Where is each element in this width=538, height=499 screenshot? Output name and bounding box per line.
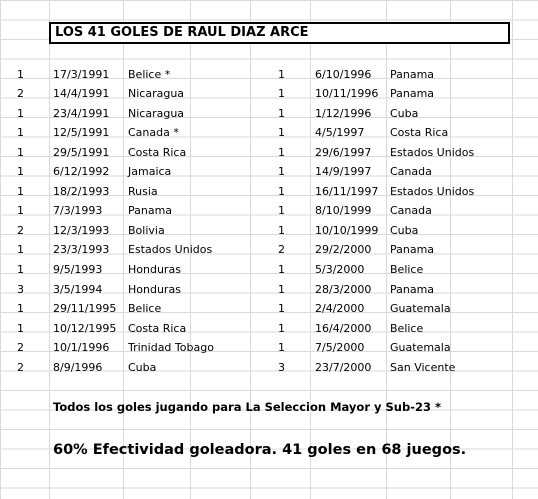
right-rival-cell[interactable]: Panama [390,67,435,81]
left-goals-cell[interactable]: 1 [17,263,24,276]
left-rival-cell[interactable]: Nicaragua [128,106,185,120]
left-goals-cell[interactable]: 1 [17,145,24,159]
left-goals-cell[interactable]: 2 [17,87,24,101]
left-date-cell[interactable]: 9/5/1993 [53,263,103,276]
right-rival-cell[interactable]: Estados Unidos [390,145,475,159]
right-goals-cell[interactable]: 1 [278,87,285,101]
left-goals-cell[interactable]: 3 [17,282,24,296]
footnote: Todos los goles jugando para La Seleccion Mayor y Sub-23 * [53,400,441,414]
left-goals-cell[interactable]: 1 [17,204,24,218]
left-rival-cell[interactable]: Rusia [128,184,158,198]
left-goals-cell[interactable]: 1 [17,243,24,257]
right-goals-cell[interactable]: 1 [278,321,285,335]
left-goals-cell[interactable]: 1 [17,126,24,140]
left-date-cell[interactable]: 10/12/1995 [53,321,117,335]
right-goals-cell[interactable]: 1 [278,184,285,198]
column-divider [250,0,251,499]
right-goals-cell[interactable]: 1 [278,263,285,276]
left-date-cell[interactable]: 14/4/1991 [53,87,110,101]
left-rival-cell[interactable]: Panama [128,204,173,218]
right-rival-cell[interactable]: Estados Unidos [390,184,475,198]
left-rival-cell[interactable]: Honduras [128,263,181,276]
right-rival-cell[interactable]: Costa Rica [390,126,449,140]
right-date-cell[interactable]: 2/4/2000 [315,302,365,316]
left-goals-cell[interactable]: 1 [17,106,24,120]
column-divider [123,0,124,499]
left-rival-cell[interactable]: Nicaragua [128,87,185,101]
left-rival-cell[interactable]: Belice [128,302,162,316]
column-divider [49,0,50,499]
right-rival-cell[interactable]: Cuba [390,223,419,237]
right-goals-cell[interactable]: 1 [278,67,285,81]
right-goals-cell[interactable]: 1 [278,282,285,296]
right-goals-cell[interactable]: 1 [278,204,285,218]
left-rival-cell[interactable]: Bolivia [128,223,165,237]
right-date-cell[interactable]: 14/9/1997 [315,165,372,179]
right-date-cell[interactable]: 10/10/1999 [315,223,379,237]
left-date-cell[interactable]: 23/4/1991 [53,106,110,120]
title-cell[interactable] [49,22,510,44]
left-date-cell[interactable]: 18/2/1993 [53,184,110,198]
right-goals-cell[interactable]: 1 [278,302,285,316]
left-date-cell[interactable]: 12/3/1993 [53,223,110,237]
right-goals-cell[interactable]: 2 [278,243,285,257]
left-rival-cell[interactable]: Jamaica [128,165,172,179]
right-date-cell[interactable]: 8/10/1999 [315,204,372,218]
sheet-title: LOS 41 GOLES DE RAUL DIAZ ARCE [55,25,309,40]
left-rival-cell[interactable]: Canada * [128,126,179,140]
left-date-cell[interactable]: 17/3/1991 [53,67,110,81]
column-divider [386,0,387,499]
left-goals-cell[interactable]: 1 [17,67,24,81]
right-goals-cell[interactable]: 1 [278,223,285,237]
right-goals-cell[interactable]: 1 [278,106,285,120]
left-date-cell[interactable]: 10/1/1996 [53,341,110,355]
column-divider [512,0,513,499]
right-rival-cell[interactable]: Canada [390,204,432,218]
left-rival-cell[interactable]: Costa Rica [128,321,187,335]
right-date-cell[interactable]: 16/4/2000 [315,321,372,335]
right-rival-cell[interactable]: Panama [390,282,435,296]
right-date-cell[interactable]: 4/5/1997 [315,126,365,140]
right-date-cell[interactable]: 5/3/2000 [315,263,365,276]
right-date-cell[interactable]: 7/5/2000 [315,341,365,355]
right-date-cell[interactable]: 29/2/2000 [315,243,372,257]
right-goals-cell[interactable]: 1 [278,165,285,179]
left-rival-cell[interactable]: Cuba [128,360,157,374]
left-date-cell[interactable]: 29/11/1995 [53,302,117,316]
right-goals-cell[interactable]: 1 [278,145,285,159]
left-date-cell[interactable]: 7/3/1993 [53,204,103,218]
left-date-cell[interactable]: 8/9/1996 [53,360,103,374]
left-goals-cell[interactable]: 1 [17,321,24,335]
left-date-cell[interactable]: 12/5/1991 [53,126,110,140]
left-date-cell[interactable]: 23/3/1993 [53,243,110,257]
left-date-cell[interactable]: 6/12/1992 [53,165,110,179]
left-goals-cell[interactable]: 1 [17,165,24,179]
right-rival-cell[interactable]: Guatemala [390,302,451,316]
right-date-cell[interactable]: 10/11/1996 [315,87,379,101]
right-goals-cell[interactable]: 3 [278,360,285,374]
column-divider [450,0,451,499]
right-rival-cell[interactable]: Panama [390,243,435,257]
summary-line: 60% Efectividad goleadora. 41 goles en 68 juegos. [53,442,467,458]
right-date-cell[interactable]: 1/12/1996 [315,106,372,120]
right-rival-cell[interactable]: Belice [390,321,424,335]
right-rival-cell[interactable]: Belice [390,263,424,276]
left-goals-cell[interactable]: 2 [17,360,24,374]
left-date-cell[interactable]: 3/5/1994 [53,282,103,296]
left-rival-cell[interactable]: Estados Unidos [128,243,213,257]
right-date-cell[interactable]: 6/10/1996 [315,67,372,81]
right-rival-cell[interactable]: Panama [390,87,435,101]
right-date-cell[interactable]: 28/3/2000 [315,282,372,296]
column-divider [310,0,311,499]
left-goals-cell[interactable]: 2 [17,341,24,355]
right-rival-cell[interactable]: Cuba [390,106,419,120]
right-rival-cell[interactable]: Canada [390,165,432,179]
right-date-cell[interactable]: 29/6/1997 [315,145,372,159]
left-date-cell[interactable]: 29/5/1991 [53,145,110,159]
left-rival-cell[interactable]: Trinidad Tobago [128,341,214,355]
right-goals-cell[interactable]: 1 [278,126,285,140]
right-date-cell[interactable]: 23/7/2000 [315,360,372,374]
left-rival-cell[interactable]: Costa Rica [128,145,187,159]
left-goals-cell[interactable]: 1 [17,302,24,316]
right-rival-cell[interactable]: San Vicente [390,360,456,374]
right-date-cell[interactable]: 16/11/1997 [315,184,379,198]
left-goals-cell[interactable]: 1 [17,184,24,198]
right-goals-cell[interactable]: 1 [278,341,285,355]
left-rival-cell[interactable]: Honduras [128,282,181,296]
left-goals-cell[interactable]: 2 [17,223,24,237]
left-rival-cell[interactable]: Belice * [128,67,171,81]
right-rival-cell[interactable]: Guatemala [390,341,451,355]
